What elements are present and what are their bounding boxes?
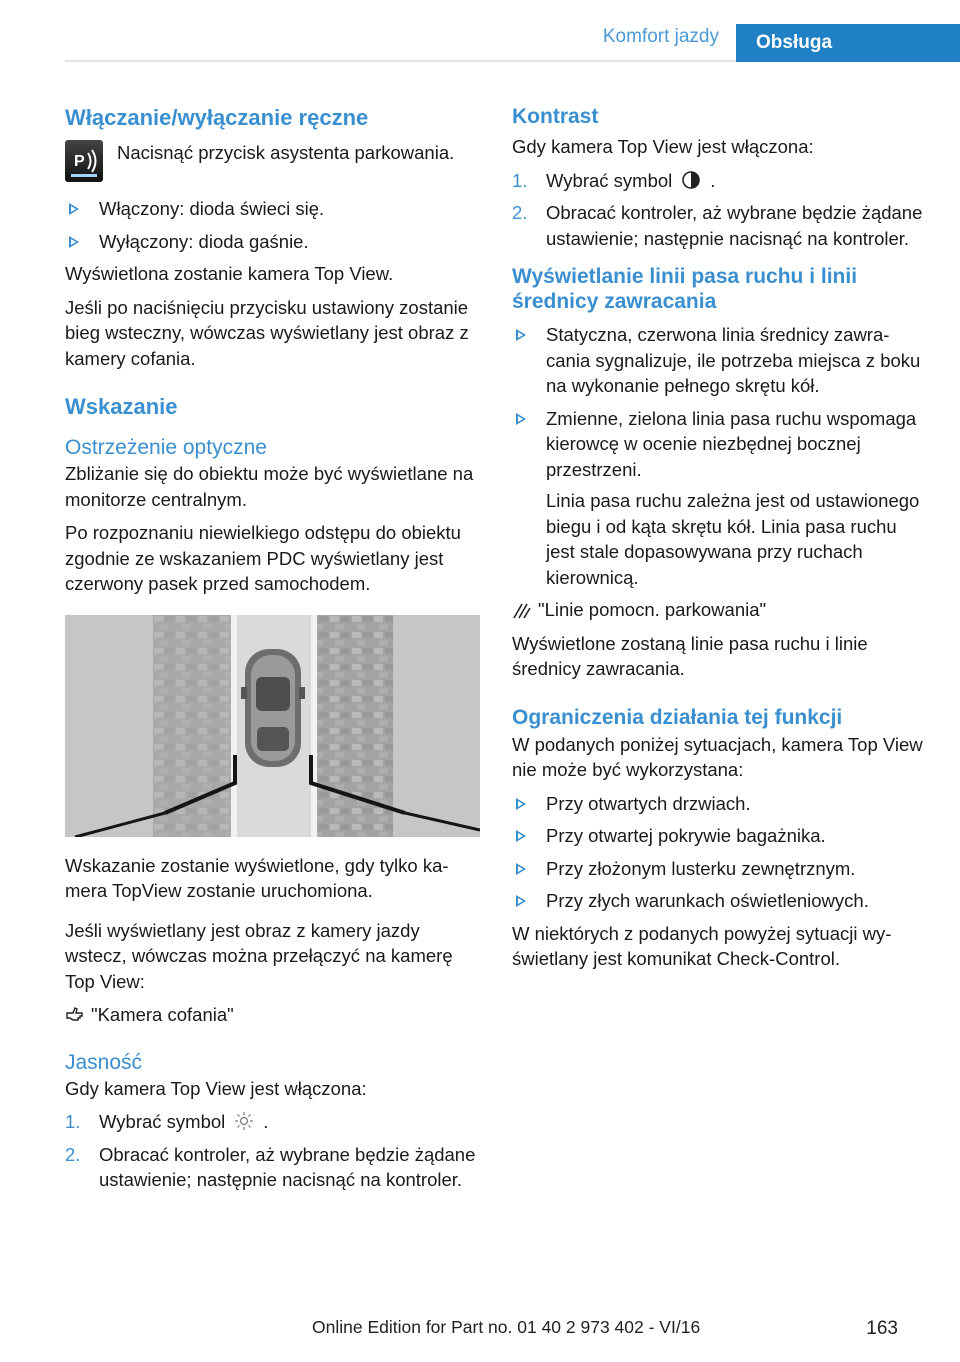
park-assist-row	[65, 140, 480, 186]
paragraph: Gdy kamera Top View jest włączona:	[512, 136, 814, 157]
paragraph: Zbliżanie się do obiektu może być wyświetlane na monitorze centralnym.	[65, 463, 474, 510]
triangle-bullet-icon	[516, 413, 526, 425]
paragraph: Gdy kamera Top View jest włączona:	[65, 1077, 367, 1099]
brightness-sun-icon	[233, 1110, 255, 1132]
heading-optical-warning: Ostrzeżenie optyczne	[65, 436, 267, 459]
header-section: Komfort jazdy	[602, 26, 719, 47]
triangle-bullet-icon	[516, 895, 526, 907]
contrast-icon	[680, 169, 702, 191]
heading-limits: Ograniczenia działania tej funkcji	[512, 705, 843, 729]
page-number: 163	[866, 1318, 898, 1339]
list-item: Statyczna, czerwona linia średnicy zawracania sygnalizuje, ile potrzeba miejsca z boku na wykonanie pełnego skrętu kół.	[512, 322, 924, 399]
paragraph: W niektórych z podanych powyżej sytuacji wyświetlany jest komunikat Check-Control.	[512, 922, 892, 969]
list-item: Przy otwartej pokrywie bagażnika.	[512, 823, 924, 849]
list-item: 2. Obracać kontroler, aż wybrane będzie żądane ustawienie; następnie nacisnąć na kontroler.	[65, 1143, 476, 1190]
contrast-steps	[512, 168, 924, 252]
heading-lane-lines: Wyświetlanie linii pasa ruchu i linii średnicy zawracania	[512, 265, 858, 313]
list-item: 2. Obracać kontroler, aż wybrane będzie żądane ustawienie; następnie nacisnąć na kontroler.	[512, 202, 923, 249]
heading-contrast: Kontrast	[512, 105, 599, 128]
list-item: Przy złych warunkach oświetleniowych.	[512, 888, 924, 914]
list-item: Wyłączony: dioda gaśnie.	[65, 229, 480, 255]
heading-brightness: Jasność	[65, 1050, 143, 1074]
heading-manual: Włączanie/wyłączanie ręczne	[65, 105, 369, 130]
paragraph: Wyświetlona zostanie kamera Top View.	[65, 263, 394, 284]
triangle-bullet-icon	[516, 329, 526, 341]
right-column	[512, 104, 924, 980]
press-button-text: Nacisnąć przycisk asystenta parkowania.	[117, 142, 455, 163]
lines-list	[512, 322, 924, 590]
svg-text:P: P	[74, 153, 85, 170]
limits-list	[512, 791, 924, 914]
triangle-bullet-icon	[516, 863, 526, 875]
list-item: Przy otwartych drzwiach.	[512, 791, 924, 817]
menu-path-camera	[65, 1002, 480, 1028]
list-item: Włączony: dioda świeci się.	[65, 196, 480, 222]
paragraph: Jeśli wyświetlany jest obraz z kamery jazdy wstecz, wówczas można przełączyć na kamerę Top View:	[65, 919, 453, 992]
paragraph: Jeśli po naciśnięciu przycisku ustawiony zostanie bieg wsteczny, wówczas wyświetlany jest obraz z kamery cofania.	[65, 296, 469, 369]
footer-edition: Online Edition for Part no. 01 40 2 973 402 - VI/16	[312, 1317, 701, 1337]
menu-lines-label: "Linie pomocn. parkowania"	[538, 599, 767, 620]
brightness-steps	[65, 1109, 480, 1193]
led-list	[65, 196, 480, 254]
triangle-bullet-icon	[516, 830, 526, 842]
list-sub-paragraph: Linia pasa ruchu zależna jest od ustawionego biegu i od kąta skrętu kół. Linia pasa ruchu jest stale dopasowywana przy ruchach kierownicą.	[546, 490, 920, 588]
list-item: 1. Wybrać symbol .	[512, 169, 716, 191]
left-column	[65, 104, 480, 1200]
list-item: Przy złożonym lusterku zewnętrznym.	[512, 856, 924, 882]
paragraph: Po rozpoznaniu niewielkiego odstępu do obiektu zgodnie ze wskazaniem PDC wyświetlany jest czerwony pasek przed samochodem.	[65, 522, 461, 594]
paragraph: Wyświetlone zostaną linie pasa ruchu i linie średnicy zawracania.	[512, 632, 868, 679]
parking-lines-icon	[512, 600, 532, 620]
header-tab: Obsługa	[736, 24, 960, 62]
triangle-bullet-icon	[69, 203, 79, 215]
list-item: 1. Wybrać symbol .	[65, 1111, 269, 1132]
pointing-hand-icon	[65, 1005, 85, 1025]
park-assist-button-icon	[65, 140, 103, 182]
triangle-bullet-icon	[69, 236, 79, 248]
menu-camera-label: "Kamera cofania"	[91, 1004, 234, 1025]
triangle-bullet-icon	[516, 798, 526, 810]
paragraph: Wskazanie zostanie wyświetlone, gdy tylko kamera TopView zostanie uruchomiona.	[65, 854, 449, 901]
paragraph: W podanych poniżej sytuacjach, kamera Top View nie może być wykorzystana:	[512, 733, 923, 780]
list-item: Zmienne, zielona linia pasa ruchu wspomaga kierowcę w ocenie niezbędnej bocznej przestrzeni. Linia pasa ruchu zależna jest od ustawionego biegu i od kąta skrętu kół. Linia pasa ruchu jest stale dopasowywana przy ruchach kierownicą.	[512, 406, 924, 591]
heading-indication: Wskazanie	[65, 394, 178, 419]
top-view-camera-image	[65, 615, 480, 837]
menu-path-lines	[512, 597, 924, 623]
